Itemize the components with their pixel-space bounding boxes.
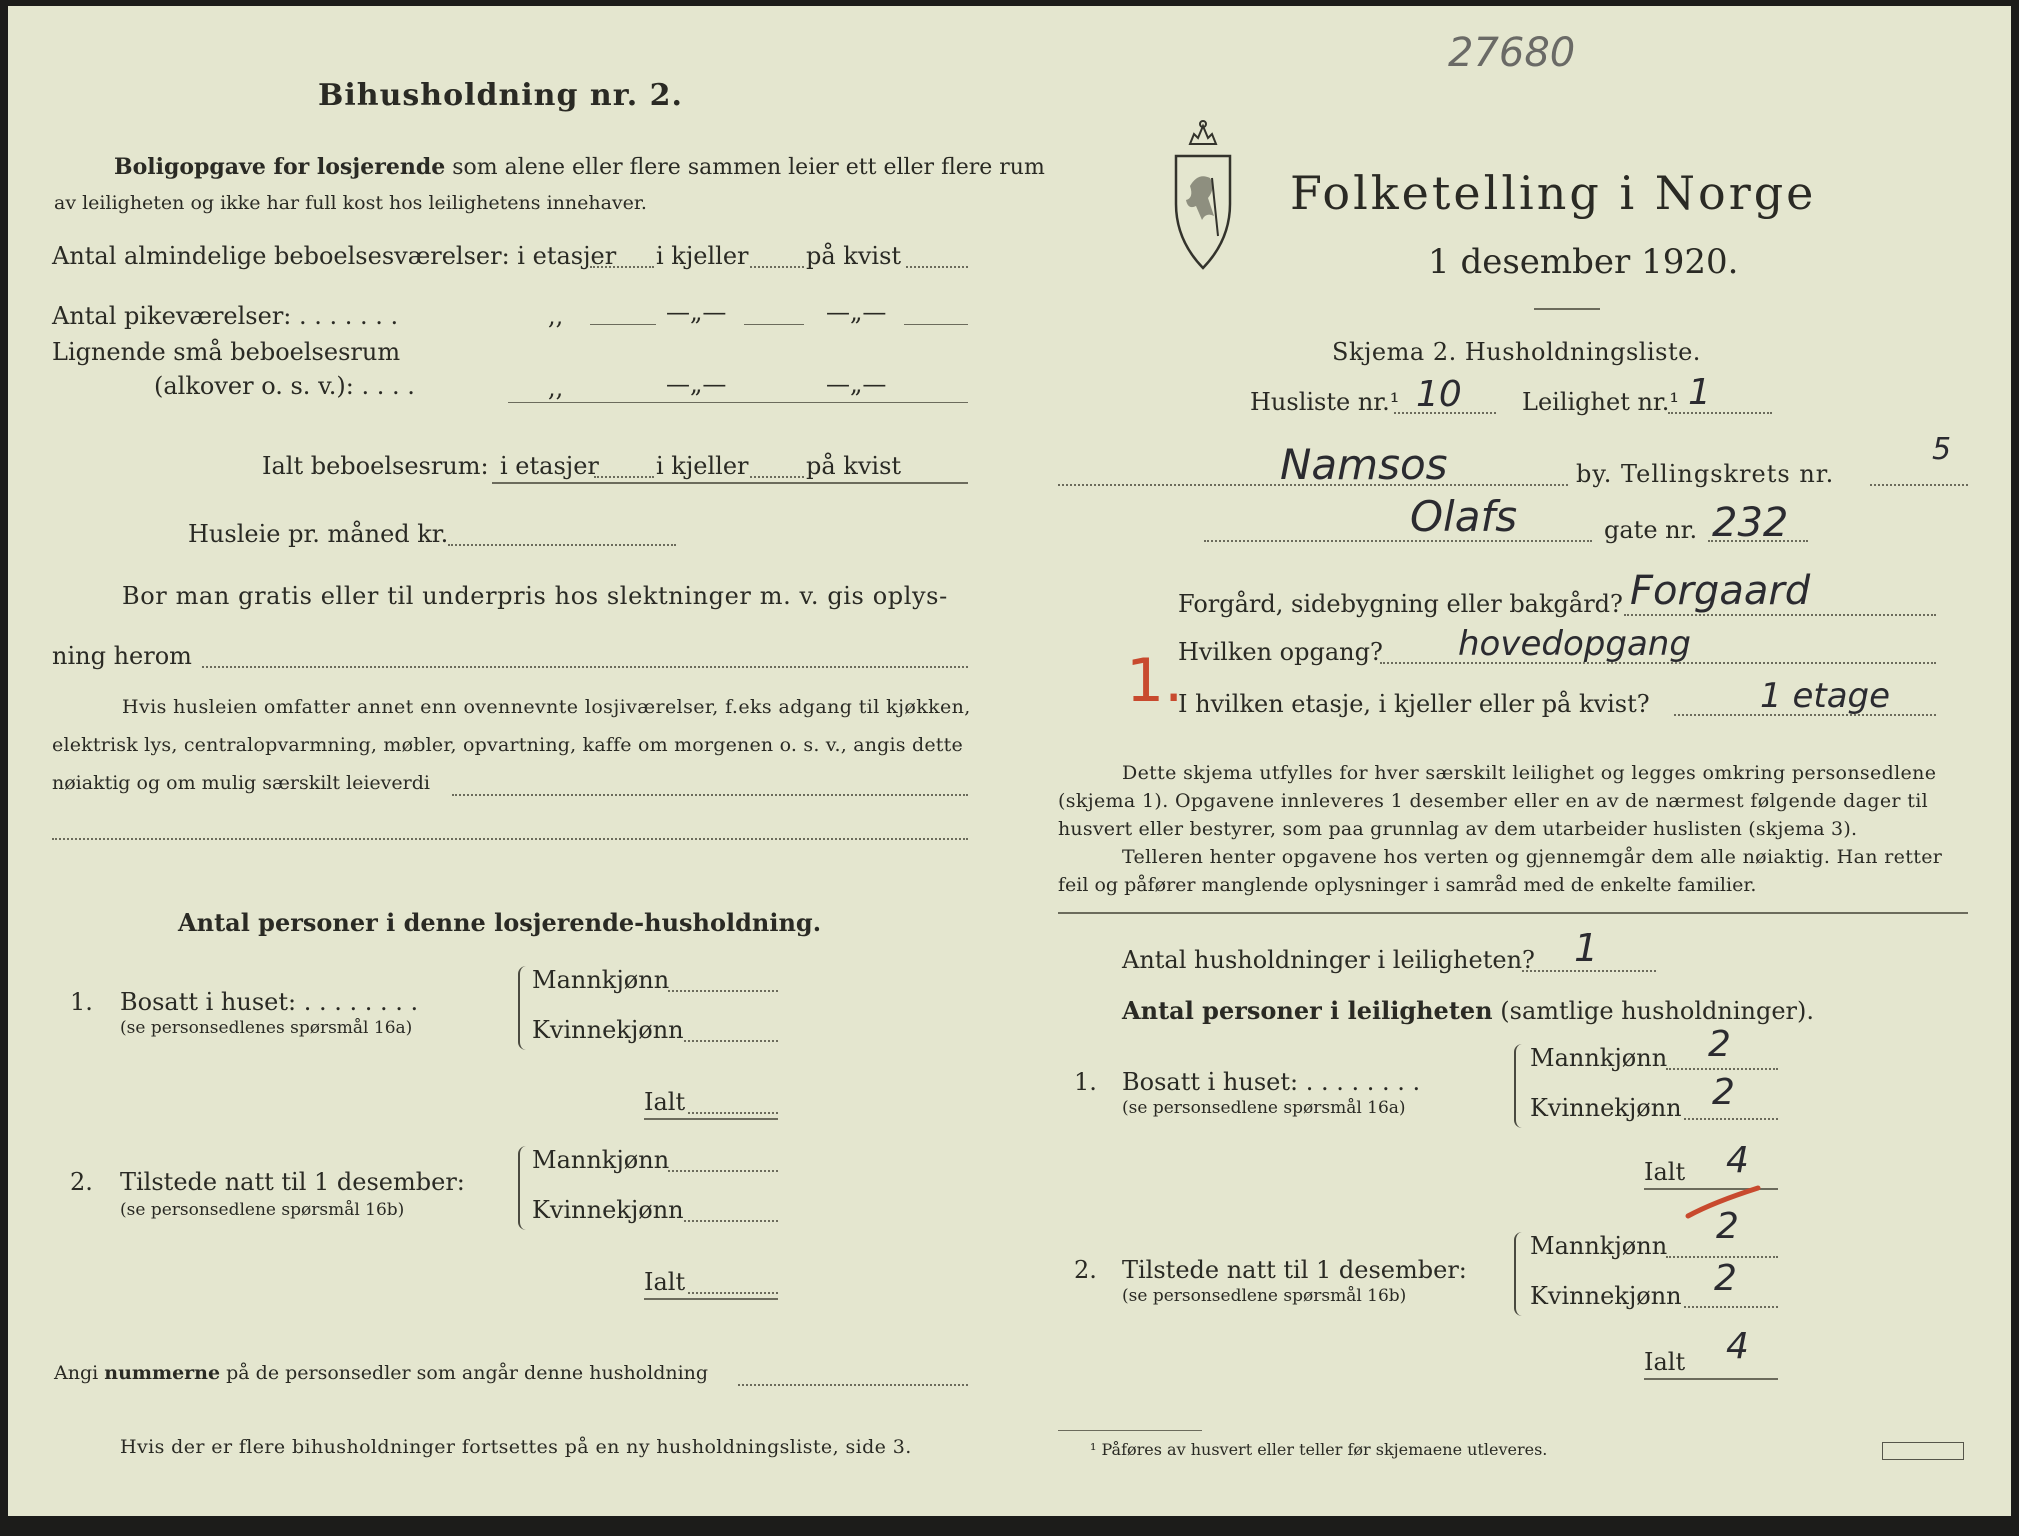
street-value: Olafs <box>1410 492 1518 541</box>
small-ditto-1: ,, <box>548 374 564 402</box>
right-q1-total-label: Ialt <box>1644 1158 1686 1186</box>
total-rooms-rule <box>492 482 968 484</box>
maid-rooms-label: Antal pikeværelser: . . . . . . . <box>52 302 399 330</box>
right-q2-male-label: Mannkjønn <box>1530 1232 1668 1260</box>
leilighet-label: Leilighet nr.¹ <box>1522 388 1680 416</box>
street-number-field[interactable] <box>1708 540 1808 542</box>
right-q2-female-value: 2 <box>1714 1258 1737 1299</box>
includes-field[interactable] <box>452 794 968 796</box>
right-q2-female-field[interactable] <box>1684 1306 1778 1308</box>
footnote: ¹ Påføres av husvert eller teller før skjemaene utleveres. <box>1090 1440 1548 1459</box>
left-q2-male-field[interactable] <box>668 1170 778 1172</box>
right-q2-male-value: 2 <box>1716 1206 1739 1247</box>
floor-answer: 1 etage <box>1760 676 1891 716</box>
left-q2-total-rule <box>644 1298 778 1300</box>
entrance-question: Hvilken opgang? <box>1178 638 1383 666</box>
right-q2-total-value: 4 <box>1726 1326 1749 1367</box>
right-q1-male-label: Mannkjønn <box>1530 1044 1668 1072</box>
small-ditto-3: —„— <box>826 370 887 398</box>
left-q2-sub: (se personsedlene spørsmål 16b) <box>120 1200 405 1220</box>
right-q2-female-label: Kvinnekjønn <box>1530 1282 1682 1310</box>
husliste-value: 10 <box>1416 374 1462 415</box>
right-q2-total-label: Ialt <box>1644 1348 1686 1376</box>
instructions-line-4: Telleren henter opgavene hos verten og gjennemgår dem alle nøiaktig. Han retter <box>1122 846 1943 868</box>
town-value: Namsos <box>1280 440 1448 489</box>
free-line-1: Bor man gratis eller til underpris hos slektninger m. v. gis oplys- <box>122 582 948 610</box>
maid-ditto-3: —„— <box>826 298 887 326</box>
right-q1-number: 1. <box>1074 1068 1097 1096</box>
right-q1-female-value: 2 <box>1712 1072 1735 1113</box>
includes-field-2[interactable] <box>52 838 968 840</box>
includes-line-2: elektrisk lys, centralopvarmning, møbler, opvartning, kaffe om morgenen o. s. v., angis dette <box>52 734 963 756</box>
rooms-floors-field[interactable] <box>590 266 654 268</box>
rooms-attic-field[interactable] <box>906 266 968 268</box>
right-q2-total-rule <box>1644 1378 1778 1380</box>
town-suffix: by. Tellingskrets nr. <box>1576 460 1835 488</box>
right-q1-female-label: Kvinnekjønn <box>1530 1094 1682 1122</box>
krets-value: 5 <box>1932 432 1952 467</box>
numbers-bold: nummerne <box>104 1362 221 1384</box>
census-form-sheet <box>8 6 2011 1516</box>
small-ditto-2: —„— <box>666 370 727 398</box>
floor-question: I hvilken etasje, i kjeller eller på kvist? <box>1178 690 1650 718</box>
left-footer: Hvis der er flere bihusholdninger fortsettes på en ny husholdningsliste, side 3. <box>120 1436 912 1458</box>
intro-rest: som alene eller flere sammen leier ett eller flere rum <box>452 155 1045 180</box>
husliste-label: Husliste nr.¹ <box>1250 388 1400 416</box>
households-question: Antal husholdninger i leiligheten? <box>1122 946 1535 974</box>
right-divider <box>1058 912 1968 914</box>
left-q1-number: 1. <box>70 988 93 1016</box>
right-q2-number: 2. <box>1074 1256 1097 1284</box>
free-field[interactable] <box>202 666 968 668</box>
rooms-attic-label: på kvist <box>806 242 902 270</box>
total-cellar-label: i kjeller <box>656 452 749 480</box>
total-rooms-label: Ialt beboelsesrum: <box>262 452 489 480</box>
husliste-field[interactable] <box>1394 412 1496 414</box>
left-q2-female-field[interactable] <box>684 1220 778 1222</box>
right-q1-female-field[interactable] <box>1684 1118 1778 1120</box>
left-q2-number: 2. <box>70 1168 93 1196</box>
left-q1-total-rule <box>644 1118 778 1120</box>
small-rooms-label-2: (alkover o. s. v.): . . . . <box>154 372 415 400</box>
left-q2-male-label: Mannkjønn <box>532 1146 670 1174</box>
left-q1-total-label: Ialt <box>644 1088 686 1116</box>
left-page-title: Bihusholdning nr. 2. <box>318 78 683 113</box>
street-number-value: 232 <box>1712 500 1789 546</box>
footnote-rule <box>1058 1430 1202 1431</box>
right-q2-sub: (se personsedlene spørsmål 16b) <box>1122 1286 1407 1306</box>
intro-bold: Boligopgave for losjerende <box>114 154 446 180</box>
right-q2-brace <box>1514 1232 1526 1316</box>
left-q1-male-label: Mannkjønn <box>532 966 670 994</box>
numbers-pre: Angi <box>54 1362 99 1384</box>
households-field[interactable] <box>1522 970 1656 972</box>
krets-field[interactable] <box>1870 484 1968 486</box>
left-q2-label: Tilstede natt til 1 desember: <box>120 1168 465 1196</box>
title-rule <box>1534 308 1600 310</box>
total-attic-label: på kvist <box>806 452 902 480</box>
right-q1-male-field[interactable] <box>1666 1068 1778 1070</box>
left-q1-brace <box>518 966 530 1050</box>
free-line-2: ning herom <box>52 642 192 670</box>
left-q1-female-field[interactable] <box>684 1040 778 1042</box>
rooms-label: Antal almindelige beboelsesværelser: i etasjer <box>52 242 617 270</box>
left-q2-female-label: Kvinnekjønn <box>532 1196 684 1224</box>
census-date: 1 desember 1920. <box>1428 242 1739 282</box>
includes-line-3: nøiaktig og om mulig særskilt leieverdi <box>52 772 430 794</box>
includes-line-1: Hvis husleien omfatter annet enn ovennevnte losjiværelser, f.eks adgang til kjøkken, <box>122 696 971 718</box>
leilighet-field[interactable] <box>1668 412 1772 414</box>
red-mark: 1. <box>1126 646 1184 716</box>
street-label: gate nr. <box>1604 516 1698 544</box>
rent-field[interactable] <box>448 544 676 546</box>
right-q1-sub: (se personsedlene spørsmål 16a) <box>1122 1098 1406 1118</box>
numbers-field[interactable] <box>738 1384 968 1386</box>
yard-answer: Forgaard <box>1630 568 1811 614</box>
total-cellar-field[interactable] <box>750 476 804 478</box>
town-field[interactable] <box>1058 484 1568 486</box>
yard-field[interactable] <box>1624 614 1936 616</box>
right-q1-brace <box>1514 1044 1526 1128</box>
left-q1-male-field[interactable] <box>668 990 778 992</box>
left-q2-brace <box>518 1146 530 1230</box>
maid-cellar-field[interactable] <box>744 324 804 325</box>
households-answer: 1 <box>1574 926 1599 970</box>
right-q1-male-value: 2 <box>1708 1024 1731 1065</box>
entrance-answer: hovedopgang <box>1458 624 1691 664</box>
schema-label: Skjema 2. Husholdningsliste. <box>1332 338 1701 366</box>
left-q1-total-field[interactable] <box>688 1112 778 1114</box>
rooms-cellar-field[interactable] <box>750 266 804 268</box>
intro-line-2: av leiligheten og ikke har full kost hos leilighetens innehaver. <box>54 192 647 214</box>
left-q1-female-label: Kvinnekjønn <box>532 1016 684 1044</box>
right-persons-bold: Antal personer i leiligheten <box>1122 996 1493 1025</box>
instructions-line-1: Dette skjema utfylles for hver særskilt leilighet og legges omkring personsedlene <box>1122 762 1937 784</box>
rent-label: Husleie pr. måned kr. <box>188 520 449 548</box>
total-rooms-floors-label: i etasjer <box>500 452 599 480</box>
rooms-cellar-label: i kjeller <box>656 242 749 270</box>
street-field[interactable] <box>1204 540 1592 542</box>
instructions-line-3: husvert eller bestyrer, som paa grunnlag av dem utarbeider huslisten (skjema 3). <box>1058 818 1858 840</box>
right-q2-label: Tilstede natt til 1 desember: <box>1122 1256 1467 1284</box>
maid-floors-field[interactable] <box>590 324 656 325</box>
floor-field[interactable] <box>1674 714 1936 716</box>
right-persons-rest: (samtlige husholdninger). <box>1500 997 1815 1025</box>
small-rooms-field[interactable] <box>508 402 968 403</box>
yard-question: Forgård, sidebygning eller bakgård? <box>1178 590 1623 618</box>
left-q1-sub: (se personsedlenes spørsmål 16a) <box>120 1018 413 1038</box>
maid-attic-field[interactable] <box>904 324 968 325</box>
instructions-line-5: feil og påfører manglende oplysninger i samråd med de enkelte familier. <box>1058 874 1757 896</box>
entrance-field[interactable] <box>1380 662 1936 664</box>
right-q1-label: Bosatt i huset: . . . . . . . . <box>1122 1068 1421 1096</box>
maid-ditto-2: —„— <box>666 298 727 326</box>
right-q1-total-value: 4 <box>1726 1140 1749 1181</box>
right-page-title: Folketelling i Norge <box>1290 166 1817 220</box>
numbers-post: på de personsedler som angår denne husholdning <box>226 1362 709 1384</box>
small-rooms-label-1: Lignende små beboelsesrum <box>52 338 401 366</box>
left-q2-total-label: Ialt <box>644 1268 686 1296</box>
maid-ditto-1: ,, <box>548 302 564 330</box>
archive-number: 27680 <box>1448 30 1576 76</box>
printer-stamp <box>1882 1442 1964 1460</box>
instructions-line-2: (skjema 1). Opgavene innleveres 1 desember eller en av de nærmest følgende dager til <box>1058 790 1929 812</box>
left-q2-total-field[interactable] <box>688 1292 778 1294</box>
left-q1-label: Bosatt i huset: . . . . . . . . <box>120 988 419 1016</box>
left-persons-title: Antal personer i denne losjerende-husholdning. <box>178 908 822 937</box>
total-floors-field[interactable] <box>594 476 654 478</box>
coat-of-arms-icon <box>1168 116 1238 276</box>
leilighet-value: 1 <box>1688 372 1711 413</box>
